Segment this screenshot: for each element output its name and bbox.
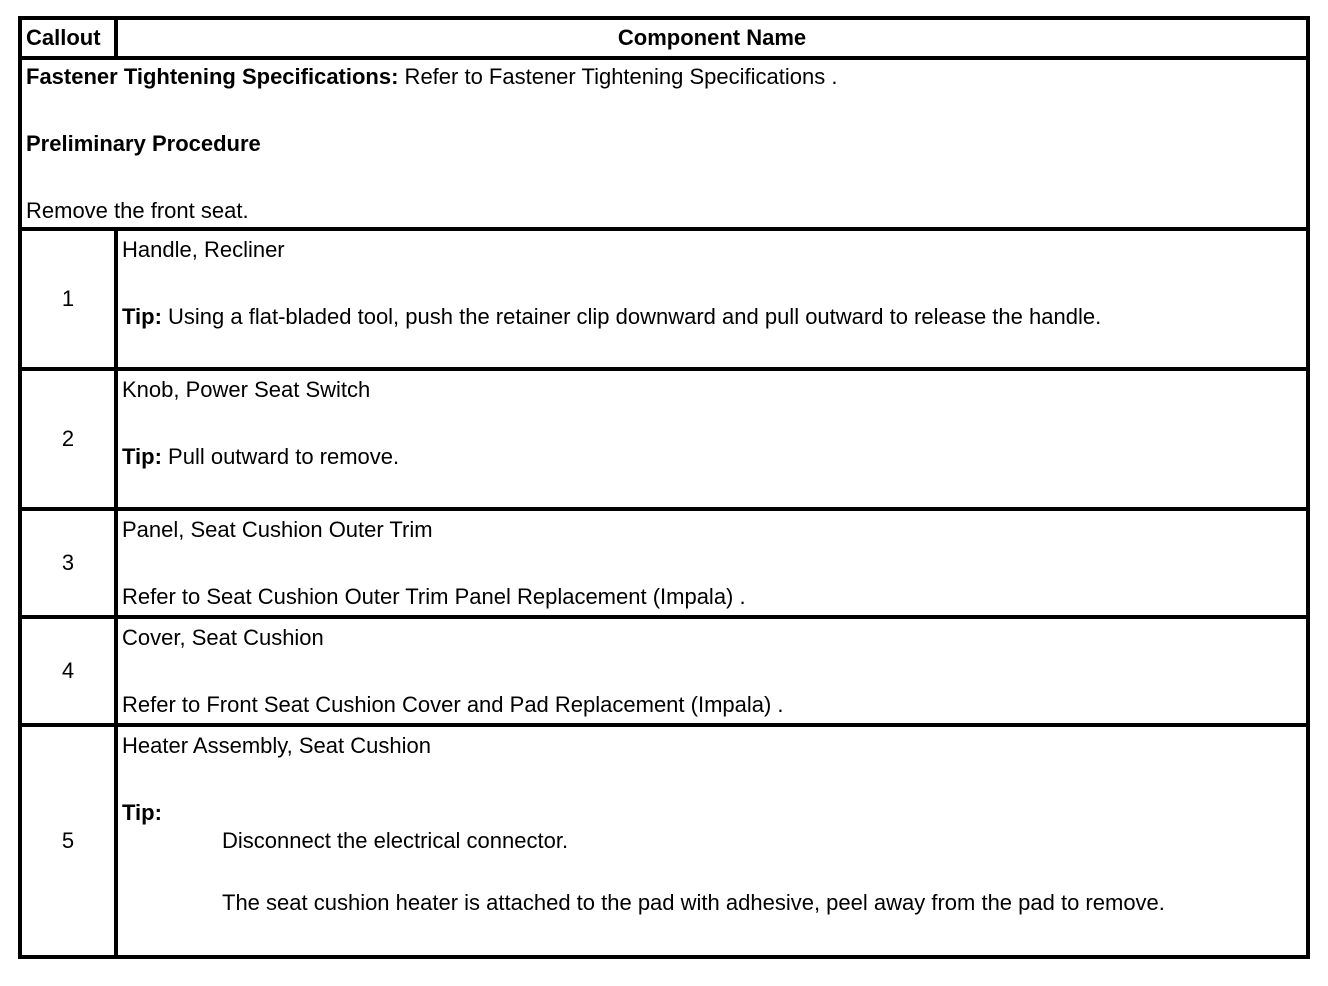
tip-item: Disconnect the electrical connector. <box>222 828 569 853</box>
tip-text: Pull outward to remove. <box>161 444 400 469</box>
tip-line <box>118 444 1306 470</box>
table-row <box>20 725 1308 957</box>
component-cell <box>116 229 1308 369</box>
component-cell <box>116 509 1308 617</box>
fastener-spec-text: Refer to Fastener Tightening Specifications . <box>398 64 838 89</box>
callout-header: Callout <box>20 18 116 58</box>
tip-label: Tip: <box>122 444 162 469</box>
tip-label: Tip: <box>122 304 162 329</box>
tip-text: Using a flat-bladed tool, push the retainer clip downward and pull outward to release the handle. <box>161 304 1102 329</box>
table-row <box>20 369 1308 509</box>
component-name: Knob, Power Seat Switch <box>122 377 371 402</box>
reference-text: Refer to Seat Cushion Outer Trim Panel Replacement (Impala) . <box>122 584 746 609</box>
preliminary-procedure-heading: Preliminary Procedure <box>26 131 261 156</box>
preliminary-procedure-text: Remove the front seat. <box>26 198 249 223</box>
component-cell <box>116 725 1308 957</box>
table-row <box>20 229 1308 369</box>
callout-number: 2 <box>20 369 116 509</box>
table-row <box>20 617 1308 725</box>
component-name-header: Component Name <box>116 18 1308 58</box>
component-cell <box>116 617 1308 725</box>
reference-text: Refer to Front Seat Cushion Cover and Pad Replacement (Impala) . <box>122 692 784 717</box>
callout-number: 4 <box>20 617 116 725</box>
fastener-spec-label: Fastener Tightening Specifications: <box>26 64 399 89</box>
intro-row <box>20 58 1308 229</box>
component-name: Handle, Recliner <box>122 237 285 262</box>
tip-item: The seat cushion heater is attached to the pad with adhesive, peel away from the pad to remove. <box>222 890 1165 915</box>
callout-number: 5 <box>20 725 116 957</box>
component-name: Heater Assembly, Seat Cushion <box>122 733 431 758</box>
component-table <box>18 16 1310 959</box>
tip-label: Tip: <box>122 800 162 825</box>
component-name: Panel, Seat Cushion Outer Trim <box>122 517 433 542</box>
intro-cell <box>20 58 1308 229</box>
callout-number: 3 <box>20 509 116 617</box>
table-row <box>20 509 1308 617</box>
tip-line <box>118 304 1306 330</box>
component-cell <box>116 369 1308 509</box>
table-header-row <box>20 18 1308 58</box>
callout-number: 1 <box>20 229 116 369</box>
component-name: Cover, Seat Cushion <box>122 625 324 650</box>
fastener-spec-line <box>22 60 1306 90</box>
